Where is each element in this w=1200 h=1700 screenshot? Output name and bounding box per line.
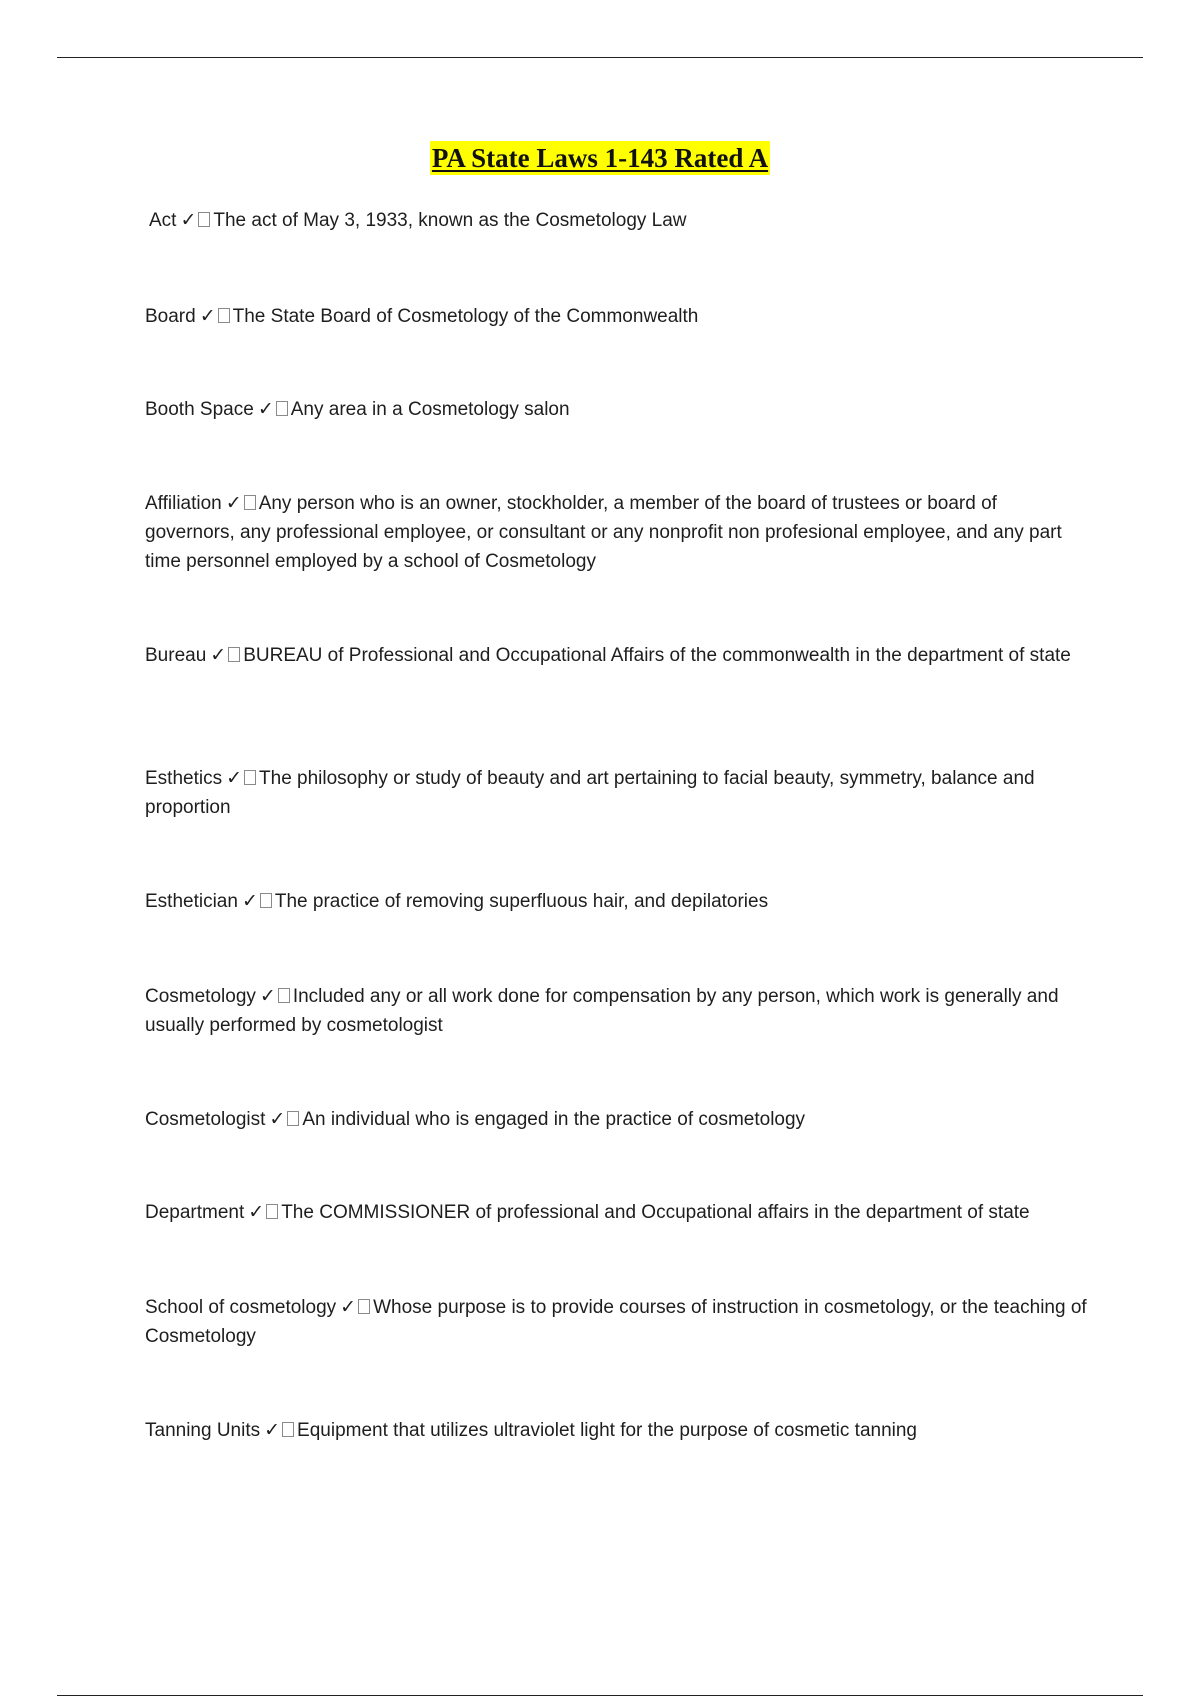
checkmark-icon: ✓ xyxy=(226,768,243,789)
entry-term: Department xyxy=(145,1202,245,1223)
checkmark-icon: ✓ xyxy=(180,210,197,231)
definition-entry xyxy=(149,206,1094,235)
entry-definition: The COMMISSIONER of professional and Occupational affairs in the department of state xyxy=(281,1202,1030,1223)
bottom-divider xyxy=(57,1695,1143,1696)
checkmark-icon: ✓ xyxy=(269,1109,286,1130)
entry-definition: The act of May 3, 1933, known as the Cosmetology Law xyxy=(213,210,687,231)
checkmark-icon: ✓ xyxy=(340,1297,357,1318)
definition-entry xyxy=(145,395,1090,424)
box-glyph-icon xyxy=(244,770,256,785)
definition-entry xyxy=(145,764,1090,822)
box-glyph-icon xyxy=(198,212,210,227)
box-glyph-icon xyxy=(244,495,256,510)
entry-definition: The practice of removing superfluous hair, and depilatories xyxy=(274,891,769,912)
definition-entry xyxy=(145,1293,1090,1351)
checkmark-icon: ✓ xyxy=(210,645,227,666)
definition-entry xyxy=(145,1198,1090,1227)
definition-entry xyxy=(145,641,1090,670)
entry-term: Cosmetology xyxy=(145,986,256,1007)
checkmark-icon: ✓ xyxy=(264,1420,281,1441)
checkmark-icon: ✓ xyxy=(241,891,258,912)
entry-definition: BUREAU of Professional and Occupational Affairs of the commonwealth in the department of state xyxy=(243,645,1071,666)
box-glyph-icon xyxy=(282,1422,294,1437)
entry-term: Tanning Units xyxy=(145,1420,261,1441)
entry-definition: Whose purpose is to provide courses of instruction in cosmetology, or the teaching of Cosmetology xyxy=(145,1297,1087,1347)
entry-definition: Equipment that utilizes ultraviolet light for the purpose of cosmetic tanning xyxy=(297,1420,917,1441)
box-glyph-icon xyxy=(278,988,290,1003)
definition-entry xyxy=(145,1105,1090,1134)
box-glyph-icon xyxy=(228,647,240,662)
top-divider xyxy=(57,57,1143,58)
definition-entry xyxy=(145,887,1090,916)
entry-term: Booth Space xyxy=(145,399,254,420)
entry-definition: Any person who is an owner, stockholder, a member of the board of trustees or board of governors, any professional employee, or consultant or any nonprofit non profesional employee, and any part time personnel employed by a school of Cosmetology xyxy=(145,493,1062,572)
entry-term: Esthetics xyxy=(145,768,223,789)
box-glyph-icon xyxy=(260,893,272,908)
box-glyph-icon xyxy=(266,1204,278,1219)
box-glyph-icon xyxy=(218,308,230,323)
entry-term: Affiliation xyxy=(145,493,222,514)
checkmark-icon: ✓ xyxy=(199,306,216,327)
entry-term: Esthetician xyxy=(145,891,238,912)
definition-entry xyxy=(145,302,1090,331)
checkmark-icon: ✓ xyxy=(225,493,242,514)
entry-definition: The philosophy or study of beauty and art pertaining to facial beauty, symmetry, balance and proportion xyxy=(145,768,1035,818)
checkmark-icon: ✓ xyxy=(248,1202,265,1223)
document-title: PA State Laws 1-143 Rated A xyxy=(431,143,769,173)
definition-entry xyxy=(145,982,1090,1040)
box-glyph-icon xyxy=(358,1299,370,1314)
entry-definition: An individual who is engaged in the practice of cosmetology xyxy=(302,1109,806,1130)
box-glyph-icon xyxy=(276,401,288,416)
entry-term: School of cosmetology xyxy=(145,1297,337,1318)
entry-term: Bureau xyxy=(145,645,207,666)
definition-entry xyxy=(145,1416,1090,1445)
entry-term: Board xyxy=(145,306,196,327)
entry-definition: Included any or all work done for compensation by any person, which work is generally and usually performed by cosmetologist xyxy=(145,986,1059,1036)
title-container xyxy=(0,141,1200,175)
entry-term: Cosmetologist xyxy=(145,1109,266,1130)
checkmark-icon: ✓ xyxy=(257,399,274,420)
definition-entry xyxy=(145,489,1090,576)
entry-definition: The State Board of Cosmetology of the Commonwealth xyxy=(232,306,699,327)
box-glyph-icon xyxy=(287,1111,299,1126)
entry-definition: Any area in a Cosmetology salon xyxy=(290,399,570,420)
entry-term: Act xyxy=(149,210,177,231)
checkmark-icon: ✓ xyxy=(259,986,276,1007)
